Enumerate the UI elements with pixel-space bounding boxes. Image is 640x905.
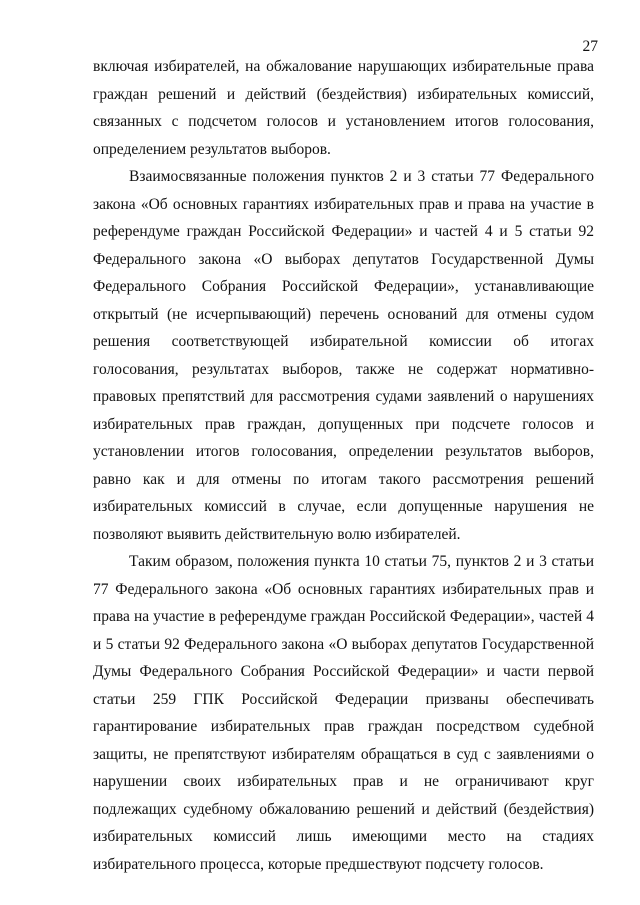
paragraph-conclusion: Таким образом, положения пункта 10 статьи 75, пунктов 2 и 3 статьи 77 Федерального закона «Об основных гарантиях избирательных прав и права на участие в референдуме граждан Российской Федерации», частей 4 и 5 статьи 92 Федерального закона «О выборах депутатов Государственной Думы Федерального Собрания Российской Федерации» и части первой статьи 259 ГПК Российской Федерации призваны обеспечивать гарантирование избирательных прав граждан посредством судебной защиты, не препятствуют избирателям обращаться в суд с заявлениями о нарушении своих избирательных прав и не ограничивают круг подлежащих судебному обжалованию решений и действий (бездействия) избирательных комиссий лишь имеющими место на стадиях избирательного процесса, которые предшествуют подсчету голосов. [93,553,594,873]
paragraph-interrelated-provisions: Взаимосвязанные положения пунктов 2 и 3 статьи 77 Федерального закона «Об основных гарантиях избирательных прав и права на участие в референдуме граждан Российской Федерации» и частей 4 и 5 статьи 92 Федерального закона «О выборах депутатов Государственной Думы Федерального Собрания Российской Федерации», устанавливающие открытый (не исчерпывающий) перечень оснований для отмены судом решения соответствующей избирательной комиссии об итогах голосования, результатах выборов, также не содержат нормативно-правовых препятствий для рассмотрения судами заявлений о нарушениях избирательных прав граждан, допущенных при подсчете голосов и установлении итогов голосования, определении результатов выборов, равно как и для отмены по итогам такого рассмотрения решений избирательных комиссий в случае, если допущенные нарушения не позволяют выявить действительную волю избирателей. [93,168,594,543]
document-body [93,53,594,878]
page-number: 27 [582,38,598,55]
paragraph-continuation: включая избирателей, на обжалование нарушающих избирательные права граждан решений и действий (бездействия) избирательных комиссий, связанных с подсчетом голосов и установлением итогов голосования, определением результатов выборов. [93,58,594,158]
